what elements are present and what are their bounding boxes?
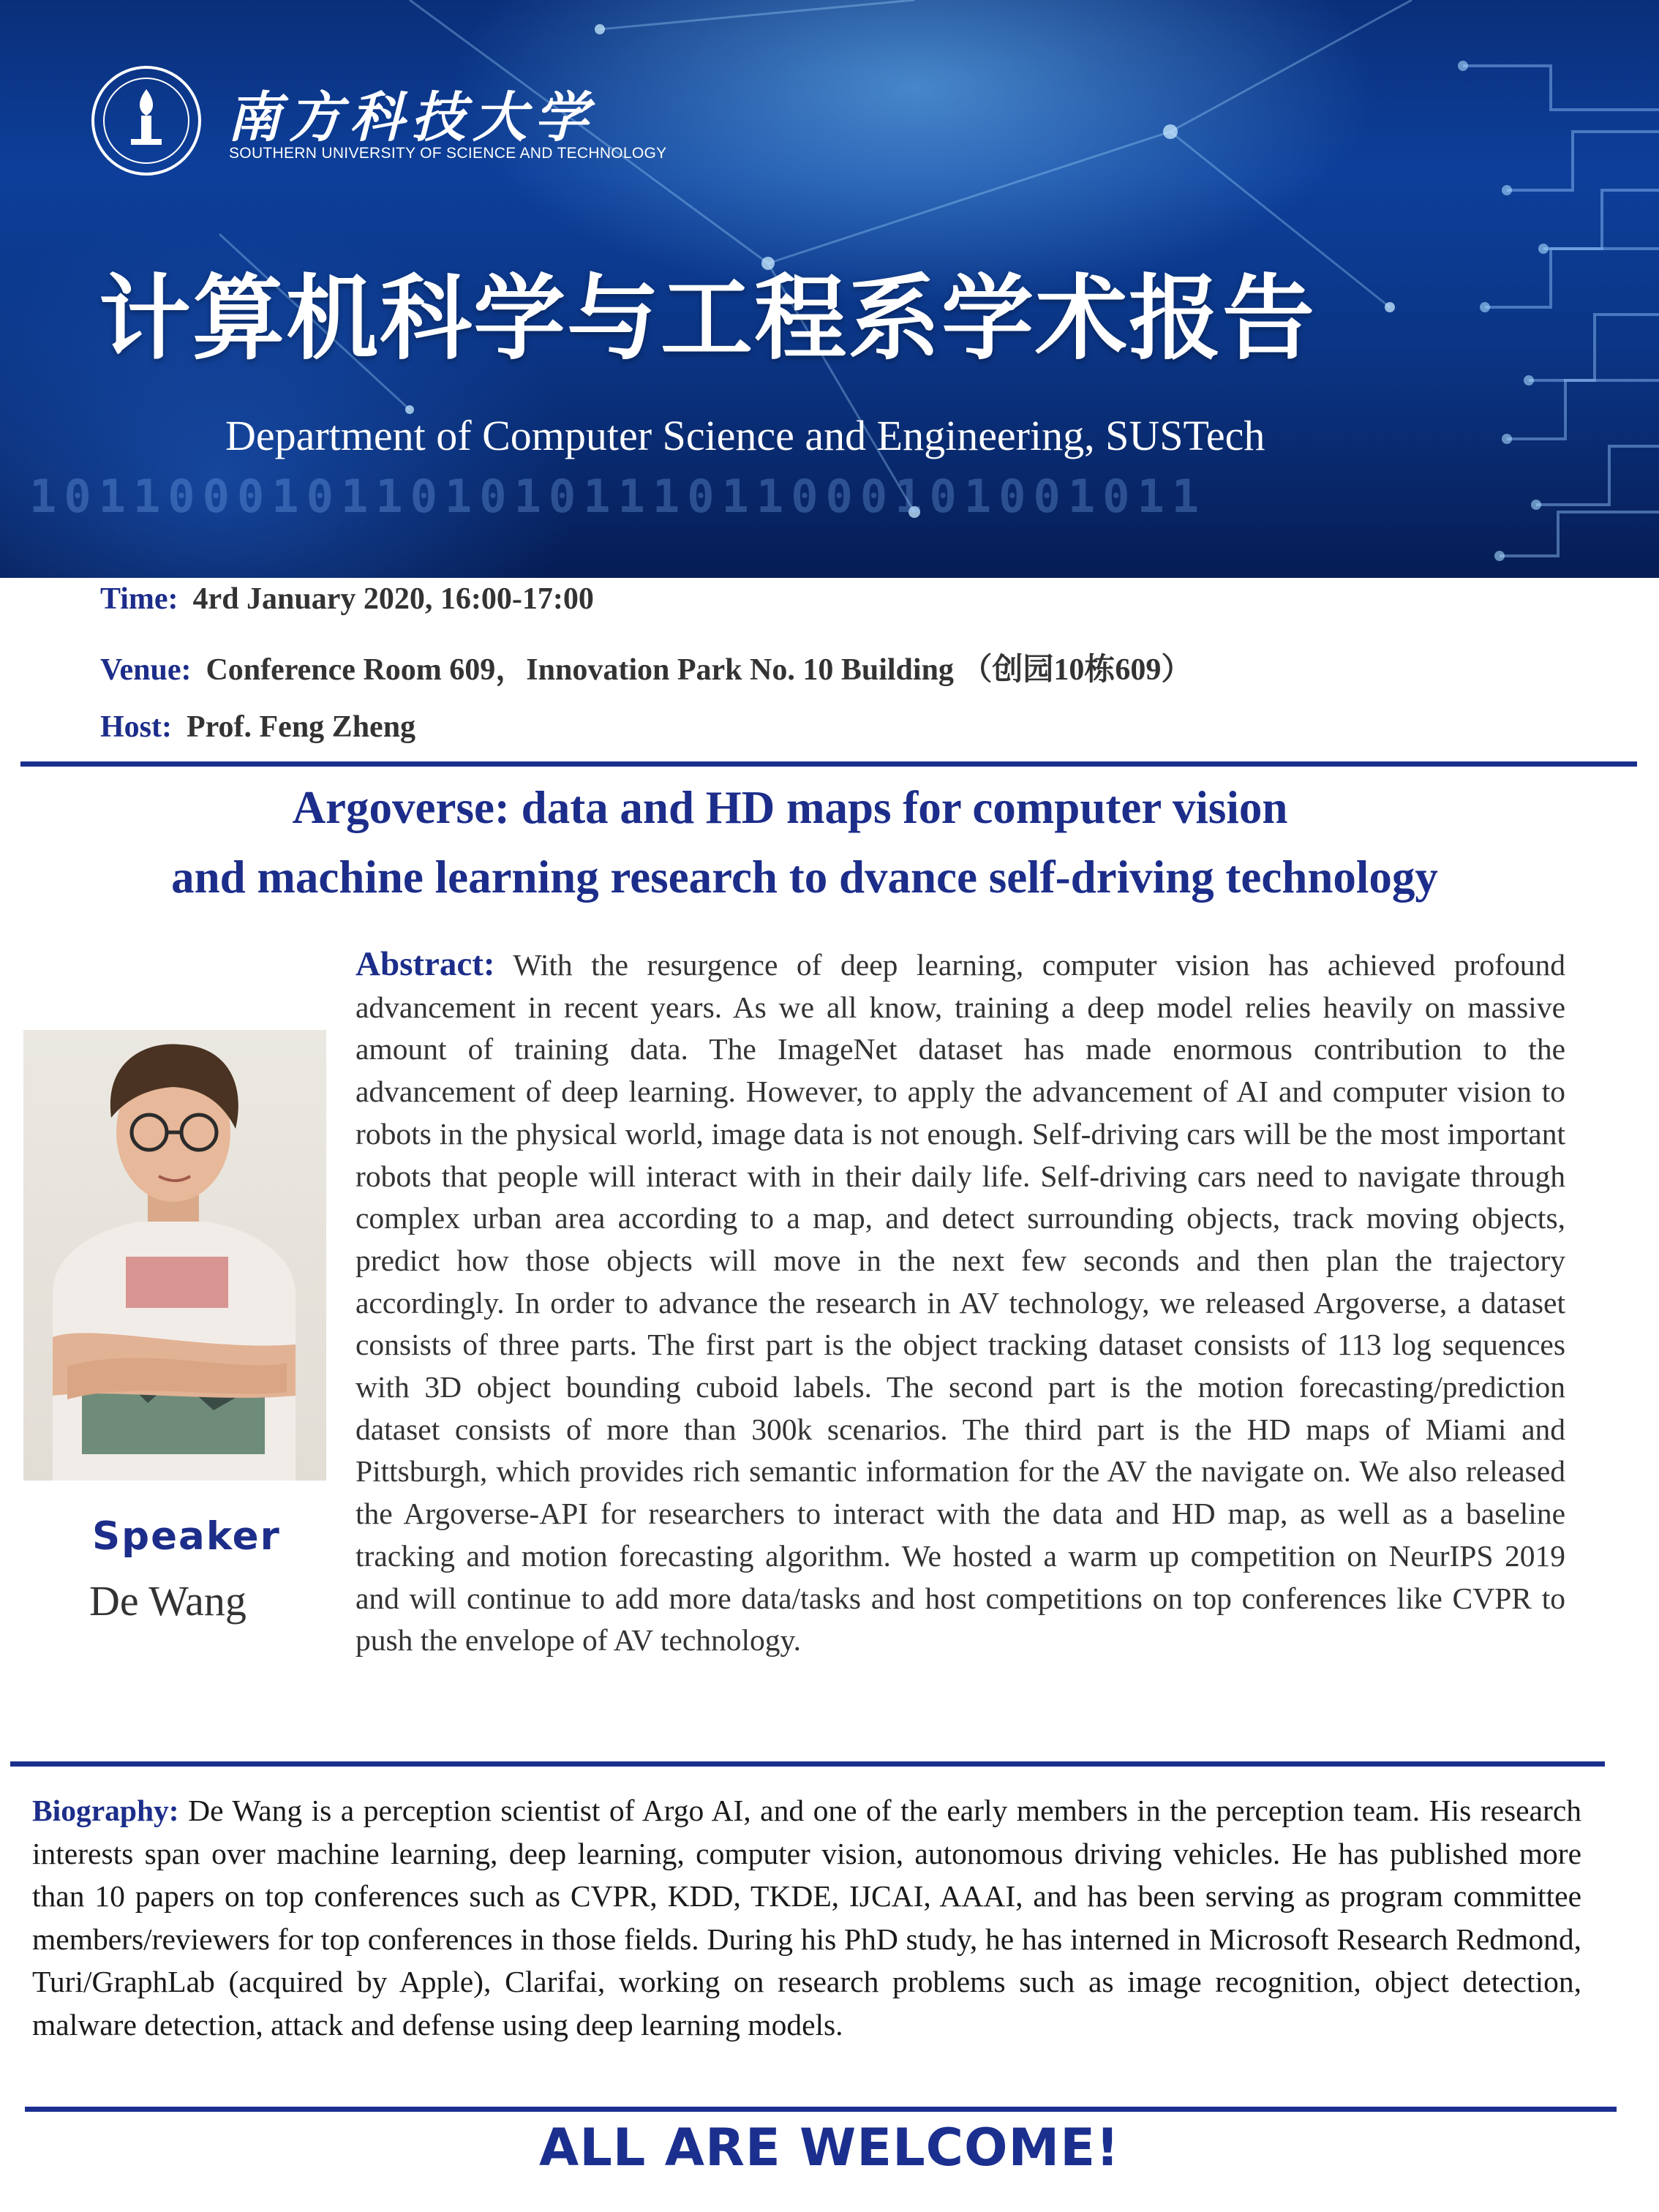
welcome-banner: ALL ARE WELCOME!	[539, 2118, 1120, 2178]
abstract-paragraph	[356, 944, 1565, 1662]
page-title: 计算机科学与工程系学术报告	[99, 265, 1316, 372]
venue-label: Venue:	[100, 653, 192, 687]
binary-decor-text: 1011000101101010111011000101001011	[29, 470, 1207, 523]
biography-text: De Wang is a perception scientist of Argo AI, and one of the early members in the perception team. His research interests span over machine learning, deep learning, computer vision, autonomous driving vehicles. He has published more than 10 papers on top conferences such as CVPR, KDD, TKDE, IJCAI, AAAI, and has been serving as program committee members/reviewers for top conferences in those fields. During his PhD study, he has interned in Microsoft Research Redmond, Turi/GraphLab (acquired by Apple), Clarifai, working on research problems such as image recognition, object detection, malware detection, attack and defense using deep learning models.	[32, 1794, 1582, 2042]
abstract-label: Abstract:	[356, 945, 495, 983]
speaker-photo	[23, 1030, 326, 1481]
header-banner	[0, 0, 1659, 578]
department-name: Department of Computer Science and Engineering, SUSTech	[225, 412, 1265, 459]
university-name-cn: 南方科技大学	[227, 86, 595, 149]
time-row	[100, 582, 594, 617]
host-row	[100, 710, 415, 745]
divider-bottom	[25, 2107, 1617, 2112]
time-value: 4rd January 2020, 16:00-17:00	[192, 582, 594, 616]
university-emblem-icon	[91, 66, 201, 176]
university-logo	[91, 66, 667, 190]
venue-value: Conference Room 609，Innovation Park No. 10 Building （创园10栋609）	[206, 653, 1192, 687]
host-value: Prof. Feng Zheng	[187, 710, 416, 744]
time-label: Time:	[100, 582, 178, 616]
divider-middle	[10, 1761, 1605, 1767]
talk-title-line1: Argoverse: data and HD maps for computer vision	[292, 782, 1288, 833]
talk-title-line2: and machine learning research to dvance self-driving technology	[171, 851, 1438, 903]
host-label: Host:	[100, 710, 172, 744]
divider-top	[20, 761, 1637, 767]
speaker-label: Speaker	[92, 1514, 281, 1559]
abstract-text: With the resurgence of deep learning, computer vision has achieved profound advancement in recent years. As we all know, training a deep model relies heavily on massive amount of training data. The ImageNet dataset has made enormous contribution to the advancement of deep learning. However, to apply the advancement of AI and computer vision to robots in the physical world, image data is not enough. Self-driving cars will be the most important robots that people will interact with in their daily life. Self-driving cars need to navigate through complex urban area according to a map, and detect surrounding objects, track moving objects, predict how those objects will move in the next few seconds and then plan the trajectory accordingly. In order to advance the research in AV technology, we released Argoverse, a dataset consists of three parts. The first part is the object tracking dataset consists of 113 log sequences with 3D object bounding cuboid labels. The second part is the motion forecasting/prediction dataset consists of more than 300k scenarios. The third part is the HD maps of Miami and Pittsburgh, which provides rich semantic information for the AV the navigate on. We also released the Argoverse-API for researchers to interact with the data and HD map, as well as a baseline tracking and motion forecasting algorithm. We hosted a warm up competition on NeurIPS 2019 and will continue to add more data/tasks and host competitions on top conferences like CVPR to push the envelope of AV technology.	[356, 948, 1565, 1658]
speaker-name: De Wang	[89, 1577, 247, 1625]
university-name-en: SOUTHERN UNIVERSITY OF SCIENCE AND TECHNOLOGY	[229, 145, 667, 162]
biography-paragraph	[32, 1789, 1581, 2046]
biography-label: Biography:	[32, 1794, 179, 1827]
venue-row	[100, 645, 1192, 689]
